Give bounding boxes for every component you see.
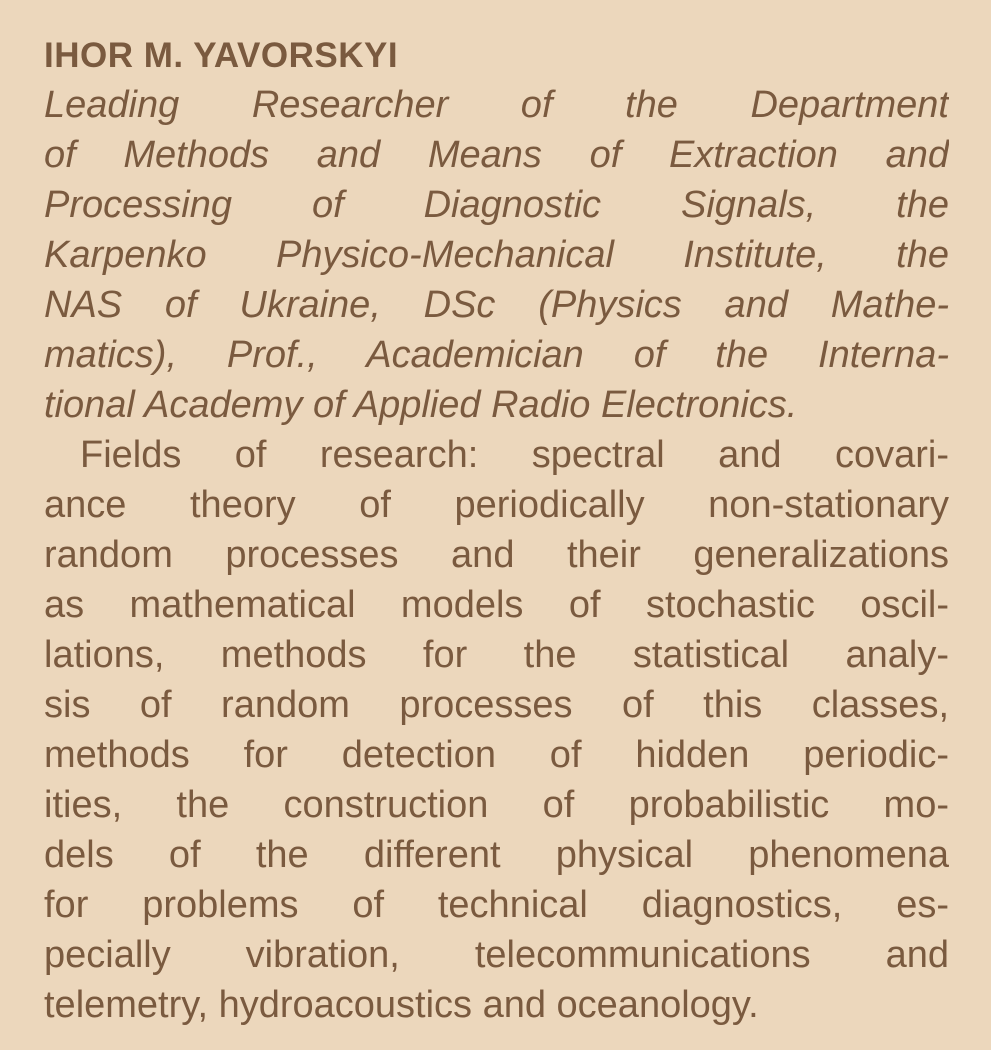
research-line: dels of the different physical phenomena	[44, 834, 949, 876]
research-line: for problems of technical diagnostics, es-	[44, 884, 949, 926]
position-line: of Methods and Means of Extraction and	[44, 134, 949, 176]
position-line: matics), Prof., Academician of the Interna-	[44, 334, 949, 376]
research-line: lations, methods for the statistical analy-	[44, 634, 949, 676]
research-line: as mathematical models of stochastic oscil-	[44, 584, 949, 626]
research-line: pecially vibration, telecommunications and	[44, 934, 949, 976]
research-line: random processes and their generalizations	[44, 534, 949, 576]
research-line: telemetry, hydroacoustics and oceanology.	[44, 984, 759, 1026]
position-line: Karpenko Physico-Mechanical Institute, the	[44, 234, 949, 276]
position-line: Processing of Diagnostic Signals, the	[44, 184, 949, 226]
position-line: NAS of Ukraine, DSc (Physics and Mathe-	[44, 284, 949, 326]
research-line: ities, the construction of probabilistic mo-	[44, 784, 949, 826]
position-line: tional Academy of Applied Radio Electronics.	[44, 384, 798, 426]
research-fields	[44, 430, 947, 1030]
research-line: ance theory of periodically non-stationary	[44, 484, 949, 526]
research-line: Fields of research: spectral and covari-	[80, 434, 949, 476]
author-position	[44, 80, 947, 430]
position-line: Leading Researcher of the Department	[44, 84, 949, 126]
author-name: IHOR M. YAVORSKYI	[44, 36, 399, 75]
research-line: sis of random processes of this classes,	[44, 684, 949, 726]
research-line: methods for detection of hidden periodic-	[44, 734, 949, 776]
